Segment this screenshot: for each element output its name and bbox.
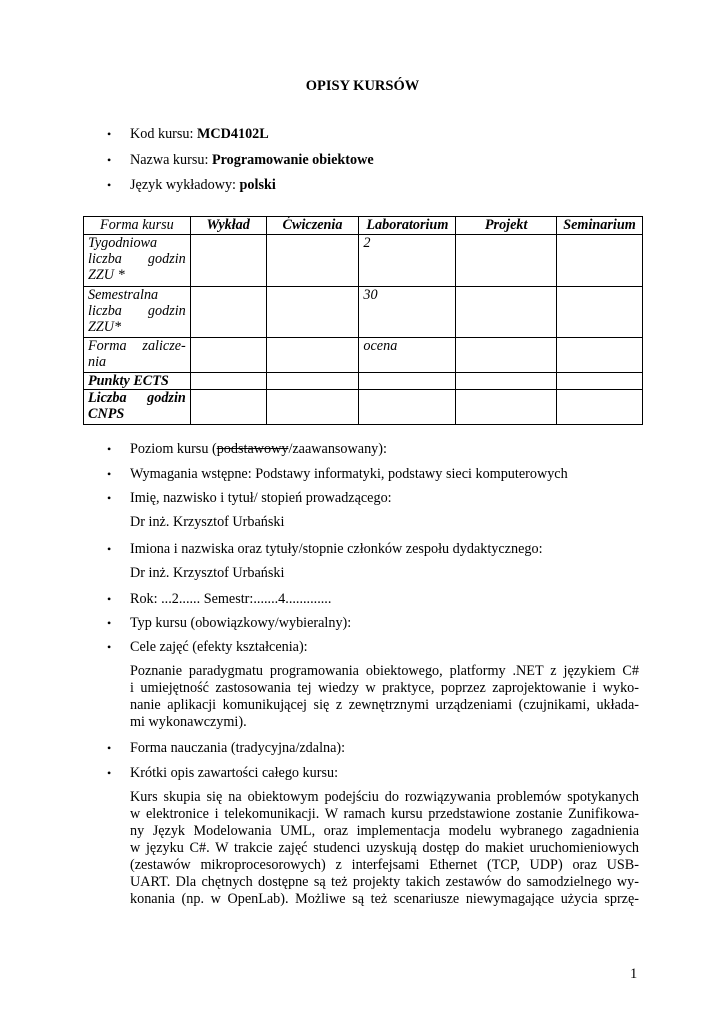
table-header-cell: Seminarium: [556, 217, 642, 235]
table-header-row: [84, 217, 643, 235]
goals-item: • Cele zajęć (efekty kształcenia):: [107, 639, 308, 655]
course-hours-table: [83, 216, 643, 425]
year-semester-text: Rok: ...2...... Semestr:.......4.............: [130, 591, 332, 607]
table-row: [84, 287, 643, 338]
course-language-item: • Język wykładowy: polski: [107, 177, 276, 193]
paragraph-line: UART. Dla chętnych dostępne są też projekty takich zestawów do samodzielnego wy-: [130, 874, 639, 890]
course-code-label: Kod kursu:: [130, 126, 197, 142]
summary-item: • Krótki opis zawartości całego kursu:: [107, 765, 339, 781]
table-row-label: Semestralna liczba godzin ZZU*: [84, 287, 191, 338]
level-prefix: Poziom kursu (: [130, 441, 217, 457]
table-cell: [556, 235, 642, 287]
table-cell: [266, 390, 359, 425]
table-cell: [190, 390, 266, 425]
table-row-label: Punkty ECTS: [84, 373, 191, 390]
page-number: 1: [630, 966, 638, 982]
level-suffix: /zaawansowany):: [288, 441, 387, 457]
paragraph-line: konania (np. w OpenLab). Możliwe są też scenariusze niewymagające użycia sprzę-: [130, 891, 639, 907]
course-name-item: • Nazwa kursu: Programowanie obiektowe: [107, 152, 374, 168]
team-label: Imiona i nazwiska oraz tytuły/stopnie członków zespołu dydaktycznego:: [130, 541, 543, 557]
course-language-label: Język wykładowy:: [130, 177, 240, 193]
table-row: [84, 235, 643, 287]
team-value: Dr inż. Krzysztof Urbański: [130, 565, 285, 581]
prerequisites-item: • Wymagania wstępne: Podstawy informatyki, podstawy sieci komputerowych: [107, 466, 568, 482]
table-header-cell: Projekt: [456, 217, 557, 235]
course-code-item: • Kod kursu: MCD4102L: [107, 126, 269, 142]
table-cell: [556, 390, 642, 425]
level-struck: podstawowy: [216, 441, 289, 457]
course-name-label: Nazwa kursu:: [130, 152, 212, 168]
table-row-label: Forma zalicze-nia: [84, 338, 191, 373]
teaching-form-text: Forma nauczania (tradycyjna/zdalna):: [130, 740, 346, 756]
summary-paragraph: [130, 789, 639, 908]
table-cell: [456, 338, 557, 373]
table-cell: ocena: [359, 338, 456, 373]
paragraph-line: ny Język Modelowania UML, oraz implementacja modelu wybranego zagadnienia: [130, 823, 639, 839]
table-cell: [266, 287, 359, 338]
table-cell: [266, 373, 359, 390]
table-header-cell: Ćwiczenia: [266, 217, 359, 235]
table-cell: [556, 338, 642, 373]
table-cell: [190, 373, 266, 390]
table-row-label: Liczba godzin CNPS: [84, 390, 191, 425]
course-code-value: MCD4102L: [197, 126, 269, 142]
year-semester-item: • Rok: ...2...... Semestr:.......4.............: [107, 591, 332, 607]
table-header-cell: Forma kursu: [84, 217, 191, 235]
table-row-label: Tygodniowa liczba godzin ZZU *: [84, 235, 191, 287]
course-type-text: Typ kursu (obowiązkowy/wybieralny):: [130, 615, 352, 631]
table-cell: [190, 235, 266, 287]
table-cell: [556, 373, 642, 390]
course-language-value: polski: [239, 177, 276, 193]
table-cell: [456, 390, 557, 425]
table-header-cell: Laboratorium: [359, 217, 456, 235]
table-cell: [359, 373, 456, 390]
table-cell: [556, 287, 642, 338]
paragraph-line: w języku C#. W trakcie zajęć studenci uzyskują dostęp do makiet uruchomieniowych: [130, 840, 639, 856]
paragraph-line: i umiejętność zastosowania tej wiedzy w praktyce, poprzez zaprojektowanie i wyko-: [130, 680, 639, 696]
lecturer-value: Dr inż. Krzysztof Urbański: [130, 514, 285, 530]
paragraph-line: Poznanie paradygmatu programowania obiektowego, platformy .NET z językiem C#: [130, 663, 639, 679]
level-item: • Poziom kursu (podstawowy/zaawansowany):: [107, 441, 387, 457]
page-title: OPISY KURSÓW: [305, 78, 420, 94]
table-row: [84, 373, 643, 390]
paragraph-line: nanie aplikacji komunikującej się z zewnętrznymi urządzeniami (czujnikami, układa-: [130, 697, 639, 713]
goals-paragraph: [130, 663, 639, 731]
teaching-form-item: • Forma nauczania (tradycyjna/zdalna):: [107, 740, 346, 756]
prerequisites-text: Wymagania wstępne: Podstawy informatyki, podstawy sieci komputerowych: [130, 466, 568, 482]
paragraph-line: mi wykonawczymi).: [130, 714, 247, 730]
team-item: • Imiona i nazwiska oraz tytuły/stopnie członków zespołu dydaktycznego:: [107, 541, 543, 557]
table-cell: [266, 338, 359, 373]
table-cell: 2: [359, 235, 456, 287]
lecturer-label: Imię, nazwisko i tytuł/ stopień prowadzącego:: [130, 490, 392, 506]
table-cell: [190, 338, 266, 373]
course-name-value: Programowanie obiektowe: [211, 152, 374, 168]
table-cell: [456, 373, 557, 390]
table-cell: [456, 287, 557, 338]
paragraph-line: Kurs skupia się na obiektowym podejściu do rozwiązywania problemów spotykanych: [130, 789, 639, 805]
table-cell: [190, 287, 266, 338]
summary-label: Krótki opis zawartości całego kursu:: [130, 765, 339, 781]
table-cell: [359, 390, 456, 425]
lecturer-item: • Imię, nazwisko i tytuł/ stopień prowadzącego:: [107, 490, 392, 506]
table-header-cell: Wykład: [190, 217, 266, 235]
course-type-item: • Typ kursu (obowiązkowy/wybieralny):: [107, 615, 352, 631]
table-row: [84, 338, 643, 373]
paragraph-line: (zestawów mikroprocesorowych) z interfejsami Ethernet (TCP, UDP) oraz USB-: [130, 857, 639, 873]
goals-label: Cele zajęć (efekty kształcenia):: [130, 639, 308, 655]
table-cell: 30: [359, 287, 456, 338]
table-row: [84, 390, 643, 425]
paragraph-line: w elektronice i telekomunikacji. W ramach kursu przedstawione zostanie Zunifikowa-: [130, 806, 639, 822]
table-cell: [266, 235, 359, 287]
table-cell: [456, 235, 557, 287]
